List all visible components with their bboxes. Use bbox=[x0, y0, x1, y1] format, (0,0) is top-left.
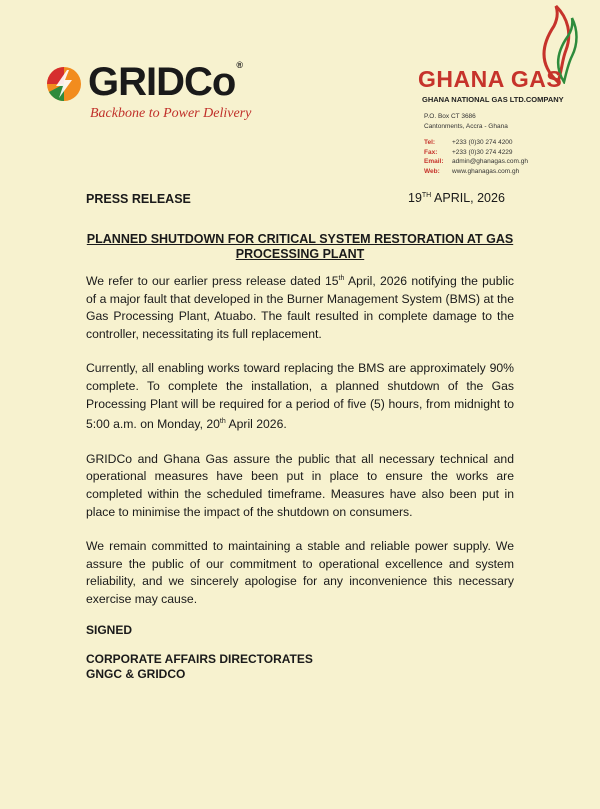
gridco-tagline: Backbone to Power Delivery bbox=[90, 106, 252, 121]
contact-value: +233 (0)30 274 4229 bbox=[452, 148, 513, 156]
gridco-emblem-icon bbox=[44, 64, 84, 104]
press-release-label: PRESS RELEASE bbox=[86, 192, 191, 206]
contact-label: Tel: bbox=[424, 139, 436, 146]
release-date: 19TH APRIL, 2026 bbox=[408, 191, 505, 205]
address-line: P.O. Box CT 3686 bbox=[424, 113, 476, 120]
paragraph-1: We refer to our earlier press release dated 15th April, 2026 notifying the public of a major fault that developed in the Burner Management System (BMS) at the Gas Processing Plant, Atuabo. The fault resulted in complete damage to the controller, necessitating its full replacement. bbox=[86, 274, 514, 341]
ghana-gas-name: GHANA GAS bbox=[418, 66, 563, 92]
ghana-gas-address bbox=[424, 112, 508, 132]
gridco-wordmark: GRIDCo® bbox=[88, 60, 242, 104]
signatory-line: GNGC & GRIDCO bbox=[86, 667, 186, 681]
gridco-logo bbox=[44, 62, 284, 122]
contact-row-web bbox=[424, 167, 528, 177]
contact-row-email bbox=[424, 157, 528, 167]
signed-label: SIGNED bbox=[86, 623, 133, 637]
paragraph-4: We remain committed to maintaining a stable and reliable power supply. We assure the public of our commitment to operational excellence and system reliability, and we sincerely apologise for any inconvenience this necessary exercise may cause. bbox=[86, 539, 514, 607]
contact-label: Fax: bbox=[424, 148, 438, 156]
signatory-line: CORPORATE AFFAIRS DIRECTORATES bbox=[86, 652, 313, 666]
address-line: Cantonments, Accra - Ghana bbox=[424, 123, 508, 130]
body-text bbox=[86, 270, 514, 626]
signature-block bbox=[86, 652, 313, 682]
contact-value: admin@ghanagas.com.gh bbox=[452, 158, 528, 165]
ghana-gas-company: GHANA NATIONAL GAS LTD.COMPANY bbox=[422, 95, 564, 104]
paragraph-3: GRIDCo and Ghana Gas assure the public that all necessary technical and operational measures have been put in place to ensure the works are completed within the scheduled timeframe. Measures have also been put in place to minimise the impact of the shutdown on consumers. bbox=[86, 451, 514, 519]
contact-row-tel bbox=[424, 138, 528, 148]
contact-label: Email: bbox=[424, 158, 444, 165]
contact-row-fax bbox=[424, 148, 528, 158]
contact-value: +233 (0)30 274 4200 bbox=[452, 139, 513, 146]
ghana-gas-contacts bbox=[424, 138, 528, 176]
paragraph-2: Currently, all enabling works toward replacing the BMS are approximately 90% complete. To complete the installation, a planned shutdown of the Gas Processing Plant will be required for a period of five (5) hours, from midnight to 5:00 a.m. on Monday, 20th April 2026. bbox=[86, 361, 514, 432]
contact-value: www.ghanagas.com.gh bbox=[452, 167, 520, 175]
contact-label: Web: bbox=[424, 167, 440, 175]
registered-mark: ® bbox=[236, 60, 242, 70]
document-title: PLANNED SHUTDOWN FOR CRITICAL SYSTEM RESTORATION AT GAS PROCESSING PLANT bbox=[86, 232, 514, 261]
